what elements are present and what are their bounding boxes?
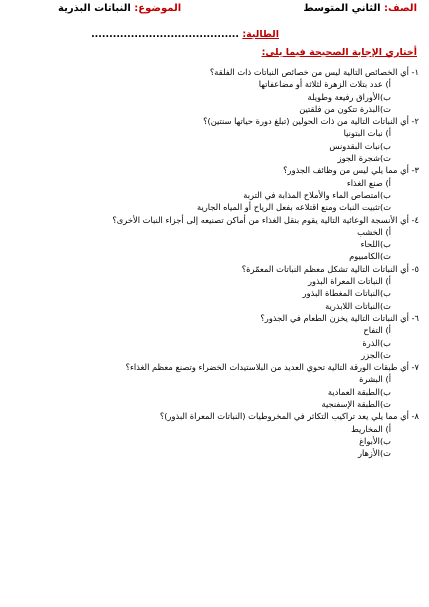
option-b: ب)الأبواغ	[359, 435, 391, 446]
option-c: ت)تثبيت النبات ومنع اقتلاعه بفعل الرياح أو المياه الجارية	[197, 202, 391, 213]
option-a: أ) عدد بتلات الزهرة لثلاثة أو مضاعفاتها	[258, 79, 391, 90]
question-text: أي طبقات الورقة التالية تحوي العديد من البلاستيدات الخضراء وتصنع معظم الغذاء؟	[125, 362, 409, 373]
question-text-line	[3, 115, 419, 127]
question-4	[3, 214, 419, 263]
option-b: ب)الطبقة العمادية	[327, 386, 391, 397]
option-c: ت)البذرة تتكون من فلقتين	[299, 103, 391, 114]
subject-value: النباتات البذرية	[58, 3, 131, 14]
question-number: ٤-	[411, 214, 419, 225]
question-text-line	[3, 66, 419, 78]
option-a: أ) الخشب	[357, 226, 391, 237]
grade-label: الصف:	[384, 3, 417, 14]
question-text-line	[3, 361, 419, 373]
option-b: ب)النباتات المغطاة البذور	[302, 288, 391, 299]
grade-value: الثاني المتوسط	[303, 3, 381, 14]
question-8	[3, 410, 419, 459]
question-6	[3, 312, 419, 361]
question-5	[3, 263, 419, 312]
question-number: ٥-	[411, 263, 419, 274]
worksheet-header	[0, 3, 429, 21]
question-7	[3, 361, 419, 410]
question-text: أي النباتات التالية من ذات الحولين (تبلغ دورة حياتها سنتين)؟	[203, 116, 409, 127]
question-3	[3, 164, 419, 213]
subject-field	[58, 3, 181, 14]
question-text: أي مما يلي يعد تراكيب التكاثر في المخروطيات (النباتات المعراة البذور)؟	[159, 411, 409, 422]
grade-field	[303, 3, 417, 14]
question-text-line	[3, 214, 419, 226]
question-text: أي مما يلي ليس من وظائف الجذور؟	[283, 165, 409, 176]
question-number: ٧-	[411, 362, 419, 373]
subject-label: الموضوع:	[134, 3, 182, 14]
option-a: أ) التفاح	[363, 325, 391, 336]
option-c: ت)الكامبيوم	[349, 251, 391, 262]
option-a: أ) صنع الغذاء	[346, 177, 391, 188]
option-c: ت)الجزر	[361, 349, 391, 360]
question-list	[3, 66, 419, 460]
instruction-heading: أختاري الإجابة الصحيحة فيما يلي:	[261, 47, 417, 58]
question-number: ٣-	[411, 165, 419, 176]
option-a: أ) المخاريط	[351, 423, 391, 434]
question-number: ٢-	[411, 116, 419, 127]
question-text-line	[3, 410, 419, 422]
option-b: ب)اللحاء	[360, 239, 391, 250]
option-a: أ) البشرة	[359, 374, 391, 385]
option-c: ت)الأزهار	[357, 448, 391, 459]
student-name-field	[91, 29, 279, 40]
question-number: ٦-	[411, 312, 419, 323]
question-text: أي الخصائص التالية ليس من خصائص النباتات ذات الفلقة؟	[209, 67, 409, 77]
question-1	[3, 66, 419, 115]
option-b: ب)الذرة	[362, 337, 391, 348]
option-b: ب)نبات البقدونس	[329, 140, 391, 151]
option-c: ت)شجرة الجوز	[337, 153, 391, 164]
option-c: ت)الطبقة الإسفنجية	[321, 399, 391, 410]
question-2	[3, 115, 419, 164]
option-b: ب)امتصاص الماء والأملاح المذابة في التربة	[243, 189, 391, 200]
question-number: ٨-	[411, 411, 419, 422]
question-text-line	[3, 263, 419, 275]
student-label: الطالبة:	[242, 29, 279, 40]
question-text: أي النباتات التالية تشكل معظم النباتات المعمّرة؟	[241, 263, 409, 274]
option-a: أ) نبات البتونيا	[343, 128, 391, 139]
option-c: ت)النباتات اللابذرية	[325, 300, 391, 311]
option-a: أ) النباتات المعراة البذور	[307, 276, 391, 287]
question-number: ١-	[411, 67, 419, 77]
question-text: أي النباتات التالية يخزن الطعام في الجذور؟	[260, 312, 409, 323]
option-b: ب)الأوراق رفيعة وطويلة	[307, 91, 391, 102]
question-text: أي الأنسجة الوعائية التالية يقوم بنقل الغذاء من أماكن تصنيعه إلى أجزاء النبات الأخرى؟	[112, 214, 409, 225]
question-text-line	[3, 312, 419, 324]
student-name-blank: .........................................	[91, 29, 240, 40]
question-text-line	[3, 164, 419, 176]
